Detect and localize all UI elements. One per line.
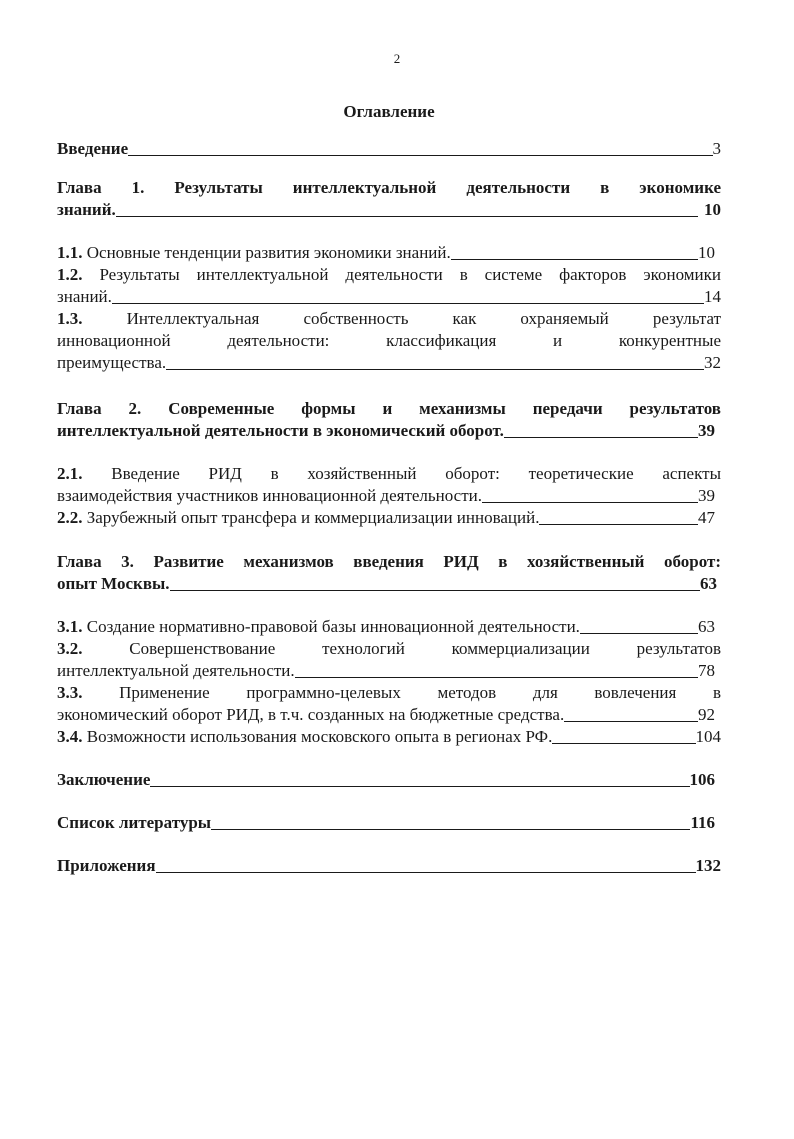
toc-entry-page: 10 xyxy=(704,200,721,219)
toc-entry-1-2-line1[interactable] xyxy=(57,264,721,286)
section-title-cont: интеллектуальной деятельности. xyxy=(57,661,295,680)
section-title: Создание нормативно-правовой базы инновационной деятельности. xyxy=(86,617,580,636)
section-title-cont: взаимодействия участников инновационной деятельности. xyxy=(57,486,482,505)
leader-line xyxy=(116,216,698,217)
toc-entry-page: 39 xyxy=(698,486,715,505)
leader-line xyxy=(112,303,704,304)
leader-line xyxy=(451,259,698,260)
section-number: 1.1. xyxy=(57,243,83,262)
toc-entry-page: 39 xyxy=(698,421,715,440)
section-title: Результаты интеллектуальной деятельности в системе факторов экономики xyxy=(99,265,722,284)
toc-entry-3-2-line2[interactable] xyxy=(57,660,721,682)
section-title: Возможности использования московского опыта в регионах РФ. xyxy=(86,727,553,746)
leader-line xyxy=(552,743,695,744)
section-title: Введение РИД в хозяйственный оборот: теоретические аспекты xyxy=(111,464,721,483)
chapter2-heading-line1[interactable]: Глава 2. Современные формы и механизмы передачи результатов xyxy=(57,399,721,418)
toc-entry-page: 63 xyxy=(698,617,715,636)
toc-entry-3-3-line2[interactable] xyxy=(57,704,721,726)
toc-entry-label: Заключение xyxy=(57,770,151,789)
toc-entry-page: 47 xyxy=(698,508,715,527)
section-title: Совершенствование технологий коммерциализации результатов xyxy=(129,639,721,658)
page-number: 2 xyxy=(393,51,401,66)
section-number: 2.2. xyxy=(57,508,83,527)
toc-entry-2-1-line2[interactable] xyxy=(57,485,721,507)
toc-entry-page: 104 xyxy=(695,727,721,746)
toc-entry-page: 10 xyxy=(698,243,715,262)
toc-entry-conclusion[interactable] xyxy=(57,769,721,791)
section-number: 3.1. xyxy=(57,617,83,636)
toc-entry-3-2-line1[interactable] xyxy=(57,638,721,660)
section-title-cont: знаний. xyxy=(57,287,112,306)
toc-entry-label: Приложения xyxy=(57,856,156,875)
section-number: 3.3. xyxy=(57,683,83,702)
table-of-contents xyxy=(57,138,721,877)
section-title-cont: экономический оборот РИД, в т.ч. созданных на бюджетные средства. xyxy=(57,705,565,724)
section-title: Применение программно-целевых методов для вовлечения в xyxy=(119,683,721,702)
toc-entry-2-2[interactable] xyxy=(57,507,721,529)
toc-entry-1-3-line3[interactable] xyxy=(57,352,721,374)
toc-entry-page: 14 xyxy=(704,287,721,306)
section-title: Интеллектуальная собственность как охраняемый результат xyxy=(126,309,721,328)
toc-entry-3-4[interactable] xyxy=(57,726,721,748)
leader-line xyxy=(295,677,698,678)
section-number: 3.4. xyxy=(57,727,83,746)
toc-entry-1-3-line2[interactable]: инновационной деятельности: классификация и конкурентные xyxy=(57,331,721,350)
leader-line xyxy=(156,872,696,873)
leader-line xyxy=(504,437,698,438)
toc-entry-page: 92 xyxy=(698,705,715,724)
chapter3-heading-line2[interactable] xyxy=(57,573,721,595)
leader-line xyxy=(170,590,700,591)
leader-line xyxy=(128,155,712,156)
toc-entry-3-3-line1[interactable] xyxy=(57,682,721,704)
toc-entry-page: 3 xyxy=(712,139,721,158)
leader-line xyxy=(211,829,690,830)
toc-entry-references[interactable] xyxy=(57,812,721,834)
toc-entry-1-1[interactable] xyxy=(57,242,721,264)
toc-title: Оглавление xyxy=(343,102,435,121)
toc-entry-label: опыт Москвы. xyxy=(57,574,170,593)
toc-entry-page: 116 xyxy=(690,813,715,832)
leader-line xyxy=(564,721,698,722)
leader-line xyxy=(580,633,698,634)
toc-entry-label: Список литературы xyxy=(57,813,212,832)
toc-entry-intro[interactable] xyxy=(57,138,721,160)
toc-entry-appendix[interactable] xyxy=(57,855,721,877)
chapter1-heading-line2[interactable] xyxy=(57,199,721,221)
leader-line xyxy=(166,369,704,370)
section-title-cont: преимущества. xyxy=(57,353,167,372)
section-title: Основные тенденции развития экономики знаний. xyxy=(86,243,451,262)
leader-line xyxy=(150,786,689,787)
chapter2-heading-line2[interactable] xyxy=(57,420,721,442)
toc-entry-label: интеллектуальной деятельности в экономический оборот. xyxy=(57,421,504,440)
toc-entry-page: 78 xyxy=(698,661,715,680)
toc-entry-3-1[interactable] xyxy=(57,616,721,638)
leader-line xyxy=(539,524,698,525)
section-number: 3.2. xyxy=(57,639,83,658)
toc-entry-page: 106 xyxy=(689,770,715,789)
toc-entry-label: знаний. xyxy=(57,200,116,219)
leader-line xyxy=(482,502,698,503)
section-title: Зарубежный опыт трансфера и коммерциализации инноваций. xyxy=(86,508,540,527)
toc-entry-page: 32 xyxy=(704,353,721,372)
toc-entry-page: 63 xyxy=(700,574,717,593)
section-number: 1.3. xyxy=(57,309,83,328)
chapter1-heading-line1[interactable]: Глава 1. Результаты интеллектуальной деятельности в экономике xyxy=(57,178,721,197)
chapter3-heading-line1[interactable]: Глава 3. Развитие механизмов введения РИД в хозяйственный оборот: xyxy=(57,552,721,571)
section-number: 2.1. xyxy=(57,464,83,483)
toc-entry-1-3-line1[interactable] xyxy=(57,308,721,330)
toc-entry-2-1-line1[interactable] xyxy=(57,463,721,485)
toc-entry-1-2-line2[interactable] xyxy=(57,286,721,308)
section-number: 1.2. xyxy=(57,265,83,284)
toc-entry-page: 132 xyxy=(695,856,721,875)
toc-entry-label: Введение xyxy=(57,139,129,158)
